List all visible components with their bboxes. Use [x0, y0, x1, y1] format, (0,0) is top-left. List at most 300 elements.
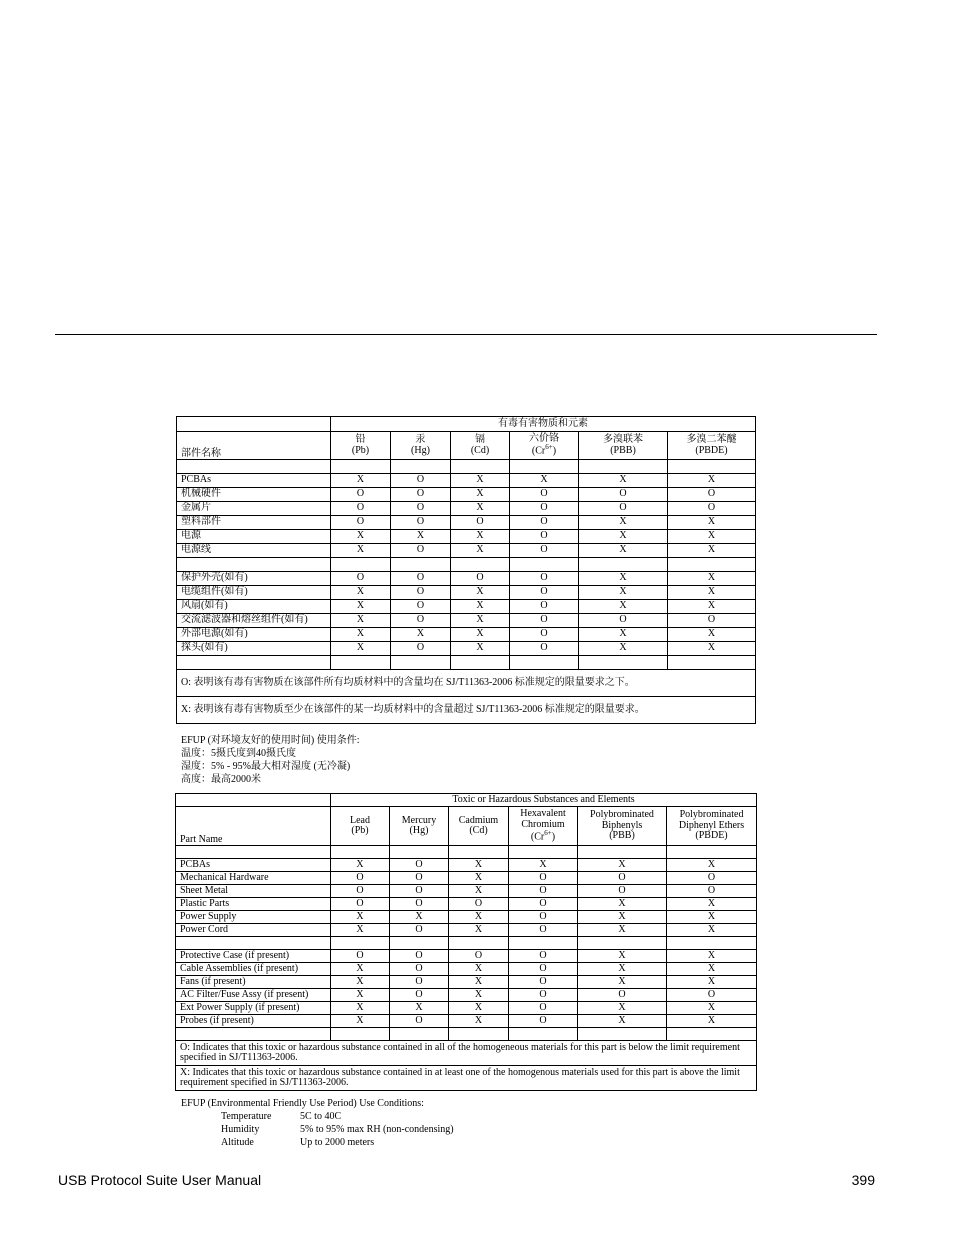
substance-mark: X	[390, 911, 449, 924]
substance-mark: X	[391, 530, 451, 544]
substance-mark: O	[331, 516, 391, 530]
blank-cell	[579, 558, 668, 572]
substance-mark: O	[331, 950, 390, 963]
efup-condition-label: Humidity	[221, 1124, 260, 1135]
substance-symbol: (Hg)	[409, 825, 429, 836]
blank-cell	[177, 656, 331, 670]
substance-mark: O	[390, 898, 449, 911]
part-name: 探头(如有)	[177, 642, 331, 656]
blank-cell	[667, 846, 757, 859]
substance-mark: X	[668, 642, 756, 656]
substance-mark: O	[510, 614, 579, 628]
substance-mark: X	[579, 544, 668, 558]
substance-mark: X	[578, 950, 667, 963]
table-row	[177, 544, 756, 558]
blank-cell	[176, 846, 331, 859]
substance-name-line2: Diphenyl Ethers	[678, 819, 745, 831]
substance-mark: O	[668, 488, 756, 502]
substance-column-header	[449, 807, 509, 846]
part-name-header: 部件名称	[177, 432, 331, 460]
table-row	[176, 963, 757, 976]
substance-column-header	[510, 432, 579, 460]
note-row	[176, 1041, 757, 1066]
blank-row	[177, 656, 756, 670]
substance-mark: O	[391, 614, 451, 628]
table-row	[176, 1002, 757, 1015]
substance-mark: O	[391, 488, 451, 502]
blank-cell	[451, 460, 510, 474]
table-row	[176, 859, 757, 872]
substance-mark: X	[668, 530, 756, 544]
substance-mark: X	[451, 642, 510, 656]
blank-cell	[451, 558, 510, 572]
substance-symbol: (Pb)	[351, 825, 369, 836]
substance-mark: X	[578, 976, 667, 989]
substance-mark: X	[449, 872, 509, 885]
efup-condition-value: 5C to 40C	[300, 1111, 342, 1122]
part-name: 电缆组件(如有)	[177, 586, 331, 600]
substance-symbol: $(Cr^{6+})$	[531, 443, 557, 457]
substance-column-header	[451, 432, 510, 460]
table-note: O: Indicates that this toxic or hazardous substance contained in all of the homogeneous materials for this part is below the limit requirement specified in SJ/T11363-2006.	[176, 1041, 757, 1066]
substance-mark: O	[509, 976, 578, 989]
substance-mark: O	[509, 872, 578, 885]
substance-name: 六价铬	[529, 432, 559, 444]
substance-mark: O	[579, 614, 668, 628]
blank-cell	[578, 1028, 667, 1041]
table-row	[176, 950, 757, 963]
substance-mark: O	[667, 989, 757, 1002]
substance-mark: O	[331, 885, 390, 898]
substance-mark: O	[667, 885, 757, 898]
substance-mark: X	[451, 502, 510, 516]
part-name: Probes (if present)	[176, 1015, 331, 1028]
part-name: Fans (if present)	[176, 976, 331, 989]
efup-condition-value: Up to 2000 meters	[300, 1137, 375, 1148]
substance-mark: X	[331, 963, 390, 976]
substance-mark: O	[578, 989, 667, 1002]
substance-mark: O	[390, 924, 449, 937]
substance-mark: O	[509, 924, 578, 937]
substance-mark: O	[509, 898, 578, 911]
substance-mark: X	[668, 474, 756, 488]
substance-mark: O	[390, 963, 449, 976]
substance-mark: X	[667, 1002, 757, 1015]
substance-mark: X	[449, 989, 509, 1002]
substance-mark: X	[578, 898, 667, 911]
substance-mark: O	[390, 885, 449, 898]
blank-cell	[331, 846, 390, 859]
blank-cell	[391, 558, 451, 572]
blank-cell	[176, 937, 331, 950]
blank-cell	[510, 656, 579, 670]
blank-cell	[509, 1028, 578, 1041]
substance-symbol: (PBDE)	[695, 830, 728, 842]
substance-name: 镉	[475, 434, 485, 445]
substance-mark: O	[391, 642, 451, 656]
substance-mark: O	[510, 488, 579, 502]
substance-mark: O	[390, 989, 449, 1002]
substance-mark: O	[391, 544, 451, 558]
substance-mark: X	[667, 911, 757, 924]
substance-mark: O	[331, 488, 391, 502]
substance-name: 汞	[415, 434, 426, 445]
substance-mark: X	[331, 859, 390, 872]
table-row	[177, 642, 756, 656]
substance-mark: X	[668, 600, 756, 614]
part-name: PCBAs	[177, 474, 331, 488]
blank-cell	[449, 1028, 509, 1041]
substance-mark: X	[331, 911, 390, 924]
substance-mark: X	[579, 642, 668, 656]
substance-symbol: (PBDE)	[695, 444, 728, 456]
note-row	[177, 670, 756, 697]
substance-mark: O	[331, 572, 391, 586]
substance-symbol: (Cd)	[469, 825, 488, 836]
part-name: Protective Case (if present)	[176, 950, 331, 963]
substance-mark: O	[451, 572, 510, 586]
substance-mark: O	[509, 885, 578, 898]
blank-row	[177, 460, 756, 474]
table-row	[176, 924, 757, 937]
table-row	[177, 516, 756, 530]
blank-cell	[331, 460, 391, 474]
substance-mark: X	[331, 544, 391, 558]
substance-mark: X	[331, 586, 391, 600]
blank-row	[177, 558, 756, 572]
substance-mark: X	[579, 474, 668, 488]
substance-mark: X	[579, 572, 668, 586]
efup-condition-label: Temperature	[221, 1111, 272, 1122]
substance-mark: X	[449, 1002, 509, 1015]
substance-name: Polybrominated	[679, 809, 744, 821]
part-name: AC Filter/Fuse Assy (if present)	[176, 989, 331, 1002]
substance-mark: O	[510, 544, 579, 558]
substances-group-header: 有毒有害物质和元素	[331, 417, 756, 432]
substance-mark: X	[579, 586, 668, 600]
substance-mark: X	[331, 600, 391, 614]
substance-symbol: (Pb)	[351, 444, 370, 456]
substance-mark: O	[579, 502, 668, 516]
substance-mark: X	[579, 628, 668, 642]
efup-condition-value: 5% to 95% max RH (non-condensing)	[300, 1124, 454, 1135]
part-name: Mechanical Hardware	[176, 872, 331, 885]
substance-mark: O	[509, 989, 578, 1002]
substance-mark: X	[451, 586, 510, 600]
substance-mark: X	[390, 1002, 449, 1015]
part-name: 风扇(如有)	[177, 600, 331, 614]
part-name: Power Supply	[176, 911, 331, 924]
substance-mark: O	[449, 898, 509, 911]
substance-mark: O	[391, 516, 451, 530]
table-row	[177, 614, 756, 628]
part-name: 机械硬件	[177, 488, 331, 502]
blank-cell	[668, 656, 756, 670]
footer-page-number: 399	[851, 1172, 875, 1188]
substance-mark: X	[391, 628, 451, 642]
substance-mark: O	[510, 572, 579, 586]
substance-symbol: (Hg)	[411, 444, 430, 456]
substance-mark: X	[331, 924, 390, 937]
substance-mark: O	[510, 600, 579, 614]
substance-mark: O	[510, 586, 579, 600]
efup-altitude: 高度：最高2000米	[181, 774, 261, 785]
substance-mark: X	[449, 976, 509, 989]
substance-mark: X	[667, 859, 757, 872]
blank-cell	[579, 656, 668, 670]
substance-mark: X	[451, 600, 510, 614]
substance-mark: O	[668, 614, 756, 628]
substance-column-header	[391, 432, 451, 460]
substance-mark: O	[510, 516, 579, 530]
substance-mark: O	[390, 976, 449, 989]
table-row	[177, 474, 756, 488]
blank-cell	[331, 937, 390, 950]
table-row	[177, 600, 756, 614]
substance-mark: O	[449, 950, 509, 963]
blank-cell	[668, 558, 756, 572]
substance-mark: X	[451, 628, 510, 642]
substance-mark: X	[578, 924, 667, 937]
table-row	[176, 1015, 757, 1028]
substance-name: Mercury	[401, 814, 437, 826]
efup-condition	[181, 1123, 454, 1136]
blank-cell	[390, 846, 449, 859]
blank-cell	[391, 460, 451, 474]
part-name: 电源	[177, 530, 331, 544]
substance-mark: O	[390, 950, 449, 963]
blank-cell	[509, 846, 578, 859]
efup-title: EFUP (对环境友好的使用时间) 使用条件:	[181, 735, 360, 746]
part-name: 交流滤波器和熔丝组件(如有)	[177, 614, 331, 628]
substance-mark: X	[331, 1015, 390, 1028]
substance-mark: X	[667, 950, 757, 963]
substance-name-line2: Biphenyls	[601, 819, 643, 831]
substances-group-header: Toxic or Hazardous Substances and Elements	[331, 794, 757, 807]
substance-mark: O	[668, 502, 756, 516]
substance-mark: X	[578, 859, 667, 872]
hazardous-substances-table-cn	[176, 416, 756, 724]
substance-mark: X	[331, 614, 391, 628]
substance-mark: O	[510, 530, 579, 544]
blank-cell	[510, 558, 579, 572]
header-spacer	[176, 794, 331, 807]
substance-mark: X	[331, 1002, 390, 1015]
table-row	[177, 586, 756, 600]
substance-mark: X	[331, 628, 391, 642]
substance-mark: X	[331, 642, 391, 656]
table-row	[176, 989, 757, 1002]
substance-mark: X	[510, 474, 579, 488]
substance-mark: O	[331, 502, 391, 516]
efup-conditions-en	[181, 1097, 454, 1149]
blank-cell	[510, 460, 579, 474]
part-name: 塑料部件	[177, 516, 331, 530]
part-name: PCBAs	[176, 859, 331, 872]
substance-column-header	[668, 432, 756, 460]
blank-row	[176, 937, 757, 950]
substance-mark: X	[451, 488, 510, 502]
substance-column-header	[578, 807, 667, 846]
substance-mark: X	[668, 586, 756, 600]
table-note: X: Indicates that this toxic or hazardous substance contained in at least one of the homogenous materials used for this part is above the limit requirement specified in SJ/T11363-2006.	[176, 1066, 757, 1091]
part-name: Plastic Parts	[176, 898, 331, 911]
substance-mark: O	[509, 911, 578, 924]
substance-mark: O	[510, 642, 579, 656]
blank-row	[176, 846, 757, 859]
efup-condition	[181, 1136, 454, 1149]
blank-cell	[667, 1028, 757, 1041]
part-name: 电源线	[177, 544, 331, 558]
substance-mark: X	[331, 530, 391, 544]
substance-column-header	[390, 807, 449, 846]
efup-conditions-cn	[181, 734, 360, 786]
substance-mark: X	[667, 924, 757, 937]
table-note: X: 表明该有毒有害物质至少在该部件的某一均质材料中的含量超过 SJ/T11363-2006 标准规定的限量要求。	[177, 697, 756, 724]
table-row	[177, 488, 756, 502]
blank-cell	[449, 937, 509, 950]
substance-name: Hexavalent	[520, 808, 566, 820]
blank-cell	[390, 937, 449, 950]
blank-row	[176, 1028, 757, 1041]
hazardous-substances-table-en	[175, 793, 757, 1091]
substance-mark: X	[451, 530, 510, 544]
substance-name: Polybrominated	[590, 809, 654, 821]
substance-name-line2: Chromium	[521, 818, 565, 830]
substance-mark: X	[578, 1015, 667, 1028]
substance-mark: O	[579, 488, 668, 502]
substance-mark: X	[449, 1015, 509, 1028]
blank-cell	[331, 558, 391, 572]
efup-humidity: 湿度：5% - 95%最大相对湿度 (无冷凝)	[181, 761, 351, 772]
substance-mark: O	[510, 628, 579, 642]
note-row	[177, 697, 756, 724]
substance-mark: X	[449, 859, 509, 872]
efup-condition	[181, 1110, 454, 1123]
table-note: O: 表明该有毒有害物质在该部件所有均质材料中的含量均在 SJ/T11363-2006 标准规定的限量要求之下。	[177, 670, 756, 697]
substance-name: 铅	[355, 434, 366, 445]
blank-cell	[449, 846, 509, 859]
substance-name: Lead	[350, 814, 370, 826]
table-row	[177, 628, 756, 642]
blank-cell	[331, 656, 391, 670]
substance-mark: X	[579, 600, 668, 614]
efup-title: EFUP (Environmental Friendly Use Period) Use Conditions:	[181, 1098, 424, 1109]
blank-cell	[668, 460, 756, 474]
substance-mark: X	[509, 859, 578, 872]
horizontal-rule	[55, 334, 877, 335]
substance-mark: X	[451, 474, 510, 488]
part-name: Cable Assemblies (if present)	[176, 963, 331, 976]
substance-mark: X	[451, 544, 510, 558]
blank-cell	[451, 656, 510, 670]
substance-mark: X	[331, 989, 390, 1002]
substance-symbol: (Cd)	[470, 444, 490, 456]
substance-mark: X	[667, 963, 757, 976]
table-row	[176, 872, 757, 885]
blank-cell	[578, 937, 667, 950]
substance-mark: O	[578, 885, 667, 898]
substance-mark: O	[509, 950, 578, 963]
substance-mark: O	[390, 872, 449, 885]
substance-mark: X	[449, 911, 509, 924]
table-row	[176, 885, 757, 898]
substance-mark: X	[449, 924, 509, 937]
substance-mark: O	[578, 872, 667, 885]
substance-mark: X	[451, 614, 510, 628]
substance-name: 多溴二苯醚	[686, 434, 737, 445]
substance-mark: X	[331, 976, 390, 989]
substance-mark: O	[391, 572, 451, 586]
substance-mark: X	[449, 963, 509, 976]
substance-column-header	[509, 807, 578, 846]
substance-mark: O	[391, 474, 451, 488]
substance-symbol: (PBB)	[609, 830, 635, 842]
substance-mark: X	[668, 628, 756, 642]
substance-mark: O	[509, 1002, 578, 1015]
substance-mark: O	[667, 872, 757, 885]
table-row	[177, 572, 756, 586]
substance-name: 多溴联苯	[603, 434, 643, 445]
substance-mark: X	[579, 530, 668, 544]
substance-symbol: (PBB)	[610, 444, 636, 456]
substance-mark: O	[451, 516, 510, 530]
table-row	[176, 898, 757, 911]
blank-cell	[331, 1028, 390, 1041]
part-name: Power Cord	[176, 924, 331, 937]
part-name: Ext Power Supply (if present)	[176, 1002, 331, 1015]
substance-column-header	[331, 432, 391, 460]
blank-cell	[390, 1028, 449, 1041]
blank-cell	[176, 1028, 331, 1041]
substance-column-header	[667, 807, 757, 846]
substance-mark: X	[668, 572, 756, 586]
substance-mark: X	[667, 976, 757, 989]
table-row	[176, 976, 757, 989]
substance-mark: O	[391, 600, 451, 614]
part-name: 保护外壳(如有)	[177, 572, 331, 586]
footer-manual-title: USB Protocol Suite User Manual	[58, 1172, 262, 1188]
substance-symbol: $(Cr^{6+})$	[530, 829, 556, 843]
blank-cell	[177, 558, 331, 572]
substance-mark: X	[667, 898, 757, 911]
part-name: Sheet Metal	[176, 885, 331, 898]
substance-mark: X	[331, 474, 391, 488]
blank-cell	[509, 937, 578, 950]
blank-cell	[667, 937, 757, 950]
table-row	[177, 502, 756, 516]
substance-mark: O	[331, 872, 390, 885]
substance-mark: X	[578, 911, 667, 924]
substance-mark: O	[509, 1015, 578, 1028]
substance-mark: O	[391, 502, 451, 516]
substance-mark: X	[578, 1002, 667, 1015]
part-name: 外部电源(如有)	[177, 628, 331, 642]
part-name-header: Part Name	[176, 807, 331, 846]
substance-column-header	[579, 432, 668, 460]
table-row	[177, 530, 756, 544]
efup-temperature: 温度：5摄氏度到40摄氏度	[181, 748, 296, 759]
substance-mark: O	[510, 502, 579, 516]
substance-mark: X	[449, 885, 509, 898]
note-row	[176, 1066, 757, 1091]
blank-cell	[177, 460, 331, 474]
blank-cell	[391, 656, 451, 670]
substance-mark: X	[668, 516, 756, 530]
blank-cell	[579, 460, 668, 474]
substance-mark: X	[667, 1015, 757, 1028]
substance-mark: X	[579, 516, 668, 530]
